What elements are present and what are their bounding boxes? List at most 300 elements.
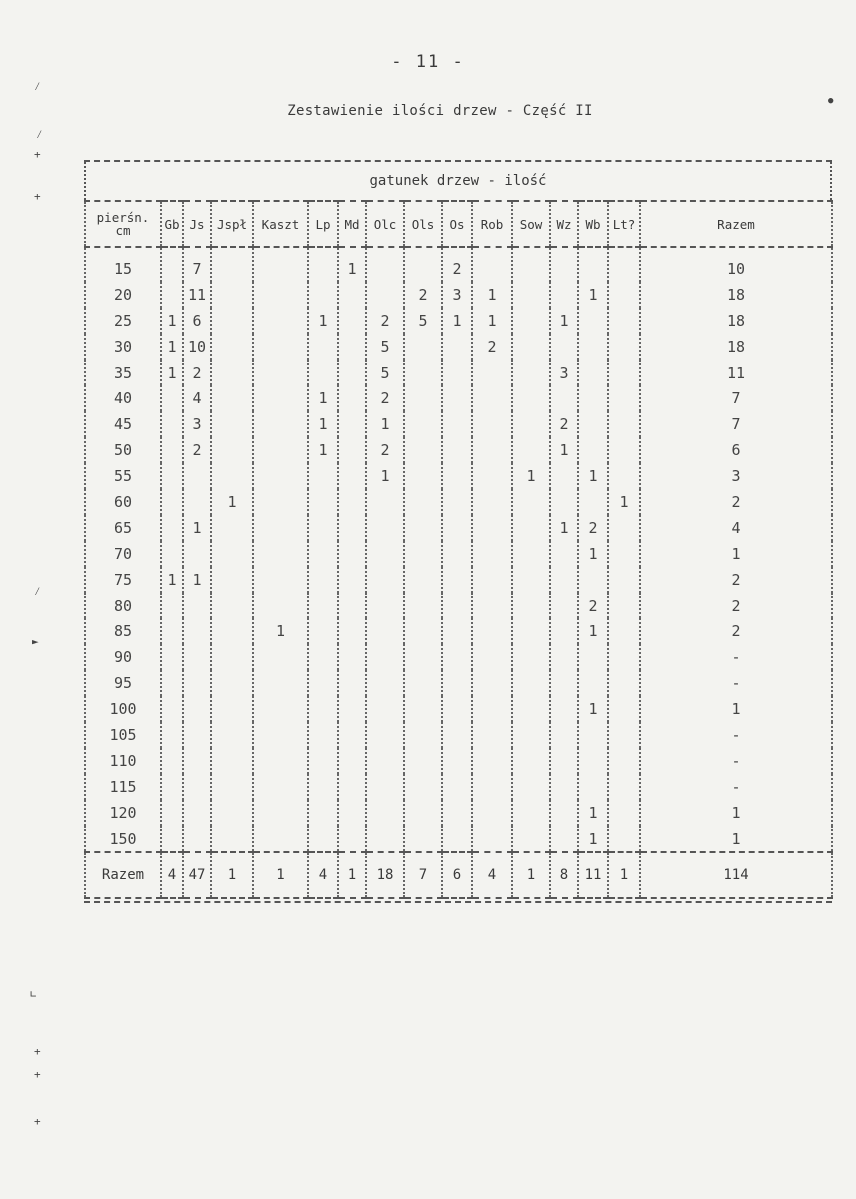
count-cell: 1: [183, 515, 211, 541]
count-cell: [308, 618, 338, 644]
count-cell: [472, 670, 512, 696]
count-cell: [253, 385, 308, 411]
count-cell: 2: [404, 282, 442, 308]
count-cell: [404, 800, 442, 826]
count-cell: 11: [183, 282, 211, 308]
row-total-cell: 3: [640, 463, 832, 489]
count-cell: [578, 411, 608, 437]
count-cell: [211, 411, 253, 437]
count-cell: [308, 696, 338, 722]
count-cell: [472, 800, 512, 826]
table-row: [85, 774, 832, 800]
table-row: [85, 567, 832, 593]
margin-mark: ⁄: [34, 585, 41, 598]
count-cell: [512, 722, 550, 748]
count-cell: [308, 282, 338, 308]
column-header: Wz: [550, 201, 578, 247]
count-cell: [404, 247, 442, 282]
count-cell: [253, 800, 308, 826]
count-cell: [472, 593, 512, 619]
diameter-cell: 30: [85, 334, 161, 360]
column-header: pierśn. cm: [85, 201, 161, 247]
count-cell: [512, 826, 550, 853]
count-cell: [161, 385, 183, 411]
count-cell: [366, 515, 404, 541]
count-cell: 4: [183, 385, 211, 411]
count-cell: [161, 644, 183, 670]
count-cell: [366, 567, 404, 593]
count-cell: 1: [161, 308, 183, 334]
count-cell: [211, 247, 253, 282]
count-cell: [578, 774, 608, 800]
count-cell: [253, 748, 308, 774]
count-cell: [183, 463, 211, 489]
count-cell: 7: [183, 247, 211, 282]
count-cell: 3: [550, 360, 578, 386]
column-header: Lp: [308, 201, 338, 247]
count-cell: [608, 437, 640, 463]
table-row: [85, 644, 832, 670]
count-cell: [442, 489, 472, 515]
diameter-cell: 25: [85, 308, 161, 334]
table-row: [85, 515, 832, 541]
row-total-cell: 18: [640, 282, 832, 308]
column-header: Md: [338, 201, 366, 247]
column-header: Wb: [578, 201, 608, 247]
row-total-cell: 2: [640, 618, 832, 644]
count-cell: [608, 644, 640, 670]
count-cell: [550, 826, 578, 853]
count-cell: [550, 489, 578, 515]
column-total-cell: 7: [404, 852, 442, 898]
count-cell: [366, 748, 404, 774]
margin-mark: +: [34, 148, 41, 161]
row-total-cell: 1: [640, 541, 832, 567]
count-cell: [512, 541, 550, 567]
count-cell: [211, 748, 253, 774]
count-cell: [338, 774, 366, 800]
count-cell: [512, 360, 550, 386]
count-cell: [608, 463, 640, 489]
diameter-cell: 100: [85, 696, 161, 722]
count-cell: 2: [183, 360, 211, 386]
diameter-cell: 70: [85, 541, 161, 567]
count-cell: [550, 567, 578, 593]
count-cell: [578, 567, 608, 593]
count-cell: [404, 826, 442, 853]
count-cell: [183, 800, 211, 826]
table-row: [85, 670, 832, 696]
count-cell: [608, 334, 640, 360]
count-cell: [253, 334, 308, 360]
count-cell: [442, 541, 472, 567]
count-cell: [308, 722, 338, 748]
count-cell: [308, 774, 338, 800]
count-cell: [161, 282, 183, 308]
count-cell: [578, 308, 608, 334]
grand-total-cell: 114: [640, 852, 832, 898]
count-cell: [442, 618, 472, 644]
count-cell: [512, 748, 550, 774]
row-total-cell: -: [640, 774, 832, 800]
count-cell: [366, 722, 404, 748]
count-cell: [550, 593, 578, 619]
margin-mark: +: [34, 1068, 41, 1081]
count-cell: [512, 282, 550, 308]
count-cell: [253, 541, 308, 567]
column-total-cell: 1: [512, 852, 550, 898]
count-cell: [472, 567, 512, 593]
count-cell: [578, 644, 608, 670]
count-cell: [550, 748, 578, 774]
row-total-cell: 18: [640, 334, 832, 360]
table-row: [85, 541, 832, 567]
count-cell: [472, 618, 512, 644]
count-cell: [472, 385, 512, 411]
margin-mark: +: [34, 190, 41, 203]
count-cell: [211, 644, 253, 670]
count-cell: [161, 411, 183, 437]
count-cell: [472, 774, 512, 800]
count-cell: 1: [366, 463, 404, 489]
count-cell: [308, 360, 338, 386]
count-cell: [161, 463, 183, 489]
count-cell: [608, 247, 640, 282]
count-cell: [366, 696, 404, 722]
count-cell: [608, 360, 640, 386]
count-cell: [211, 567, 253, 593]
count-cell: [442, 360, 472, 386]
count-cell: 2: [366, 308, 404, 334]
count-cell: [512, 618, 550, 644]
count-cell: [404, 489, 442, 515]
document-title: Zestawienie ilości drzew - Część II: [287, 103, 593, 119]
count-cell: [211, 774, 253, 800]
count-cell: [442, 722, 472, 748]
count-cell: [338, 826, 366, 853]
count-cell: [404, 593, 442, 619]
count-cell: [404, 774, 442, 800]
diameter-cell: 95: [85, 670, 161, 696]
count-cell: [550, 334, 578, 360]
count-cell: 1: [578, 463, 608, 489]
count-cell: 1: [442, 308, 472, 334]
diameter-cell: 60: [85, 489, 161, 515]
diameter-cell: 50: [85, 437, 161, 463]
count-cell: 2: [366, 385, 404, 411]
row-total-cell: 7: [640, 411, 832, 437]
row-total-cell: 2: [640, 567, 832, 593]
column-total-cell: 47: [183, 852, 211, 898]
count-cell: [578, 748, 608, 774]
count-cell: [253, 515, 308, 541]
count-cell: [338, 437, 366, 463]
count-cell: 1: [161, 334, 183, 360]
count-cell: [366, 644, 404, 670]
table-row: [85, 282, 832, 308]
margin-mark: +: [34, 1045, 41, 1058]
row-total-cell: 7: [640, 385, 832, 411]
count-cell: [308, 800, 338, 826]
count-cell: [161, 748, 183, 774]
column-header: Rob: [472, 201, 512, 247]
count-cell: 2: [366, 437, 404, 463]
count-cell: 10: [183, 334, 211, 360]
count-cell: 6: [183, 308, 211, 334]
diameter-cell: 85: [85, 618, 161, 644]
count-cell: [442, 334, 472, 360]
count-cell: [512, 696, 550, 722]
count-cell: [404, 644, 442, 670]
count-cell: [161, 541, 183, 567]
count-cell: [183, 541, 211, 567]
table-row: [85, 463, 832, 489]
count-cell: [472, 247, 512, 282]
count-cell: [550, 385, 578, 411]
count-cell: [472, 722, 512, 748]
count-cell: [308, 541, 338, 567]
count-cell: [183, 696, 211, 722]
column-header-row: [85, 201, 832, 247]
count-cell: 1: [578, 282, 608, 308]
count-cell: 5: [366, 360, 404, 386]
table-row: [85, 748, 832, 774]
table-row: [85, 411, 832, 437]
count-cell: 1: [472, 308, 512, 334]
count-cell: [404, 437, 442, 463]
count-cell: [512, 385, 550, 411]
count-cell: [308, 593, 338, 619]
margin-mark: ►: [32, 635, 39, 648]
count-cell: [472, 411, 512, 437]
count-cell: [366, 618, 404, 644]
count-cell: [550, 463, 578, 489]
count-cell: [550, 670, 578, 696]
count-cell: [308, 567, 338, 593]
count-cell: [442, 515, 472, 541]
count-cell: [338, 334, 366, 360]
column-header: Kaszt: [253, 201, 308, 247]
count-cell: 1: [161, 567, 183, 593]
table-body: [85, 247, 832, 852]
count-cell: [404, 670, 442, 696]
count-cell: [253, 670, 308, 696]
bottom-rule: [84, 901, 832, 903]
count-cell: [550, 696, 578, 722]
species-table: [84, 200, 833, 899]
count-cell: [338, 800, 366, 826]
count-cell: [608, 722, 640, 748]
count-cell: [472, 437, 512, 463]
count-cell: [183, 722, 211, 748]
table-row: [85, 247, 832, 282]
count-cell: [211, 826, 253, 853]
column-header: Razem: [640, 201, 832, 247]
count-cell: [211, 541, 253, 567]
count-cell: [253, 696, 308, 722]
count-cell: 1: [550, 308, 578, 334]
count-cell: [550, 618, 578, 644]
row-total-cell: -: [640, 748, 832, 774]
table-row: [85, 308, 832, 334]
count-cell: [161, 247, 183, 282]
count-cell: [366, 670, 404, 696]
count-cell: [608, 593, 640, 619]
count-cell: [442, 644, 472, 670]
count-cell: [366, 593, 404, 619]
diameter-cell: 20: [85, 282, 161, 308]
table-row: [85, 385, 832, 411]
count-cell: [472, 463, 512, 489]
count-cell: [183, 826, 211, 853]
count-cell: [578, 489, 608, 515]
count-cell: [161, 722, 183, 748]
count-cell: 3: [442, 282, 472, 308]
diameter-cell: 150: [85, 826, 161, 853]
count-cell: [404, 567, 442, 593]
column-header: Lt?: [608, 201, 640, 247]
diameter-cell: 115: [85, 774, 161, 800]
count-cell: 1: [578, 541, 608, 567]
count-cell: [608, 800, 640, 826]
count-cell: [550, 247, 578, 282]
count-cell: [512, 644, 550, 670]
count-cell: [183, 593, 211, 619]
count-cell: [338, 593, 366, 619]
count-cell: 1: [578, 826, 608, 853]
table-row: [85, 489, 832, 515]
count-cell: [253, 308, 308, 334]
count-cell: [366, 541, 404, 567]
count-cell: [211, 670, 253, 696]
count-cell: [211, 618, 253, 644]
count-cell: [404, 722, 442, 748]
count-cell: [211, 722, 253, 748]
count-cell: [550, 800, 578, 826]
table-row: [85, 696, 832, 722]
count-cell: [366, 282, 404, 308]
count-cell: [442, 385, 472, 411]
count-cell: [512, 800, 550, 826]
count-cell: [161, 670, 183, 696]
count-cell: [338, 696, 366, 722]
count-cell: [308, 748, 338, 774]
count-cell: [512, 334, 550, 360]
count-cell: [338, 644, 366, 670]
count-cell: [512, 593, 550, 619]
count-cell: [608, 385, 640, 411]
count-cell: [211, 800, 253, 826]
count-cell: [512, 515, 550, 541]
column-total-cell: 1: [211, 852, 253, 898]
count-cell: [253, 360, 308, 386]
count-cell: [338, 489, 366, 515]
count-cell: [366, 826, 404, 853]
count-cell: [161, 774, 183, 800]
count-cell: [578, 247, 608, 282]
row-total-cell: 1: [640, 800, 832, 826]
count-cell: 1: [308, 411, 338, 437]
column-header: Jspł: [211, 201, 253, 247]
count-cell: [211, 593, 253, 619]
count-cell: [211, 282, 253, 308]
count-cell: 1: [183, 567, 211, 593]
count-cell: [472, 696, 512, 722]
count-cell: [608, 308, 640, 334]
diameter-cell: 40: [85, 385, 161, 411]
row-total-cell: 10: [640, 247, 832, 282]
count-cell: [161, 618, 183, 644]
count-cell: [578, 385, 608, 411]
count-cell: [442, 670, 472, 696]
diameter-cell: 105: [85, 722, 161, 748]
count-cell: [608, 411, 640, 437]
count-cell: [338, 541, 366, 567]
count-cell: [253, 644, 308, 670]
count-cell: 1: [512, 463, 550, 489]
count-cell: [338, 515, 366, 541]
table-row: [85, 722, 832, 748]
count-cell: [211, 360, 253, 386]
column-header: Os: [442, 201, 472, 247]
count-cell: 1: [308, 385, 338, 411]
margin-mark: ∟: [30, 988, 37, 1001]
row-total-cell: -: [640, 670, 832, 696]
column-header: Sow: [512, 201, 550, 247]
diameter-cell: 35: [85, 360, 161, 386]
count-cell: [608, 567, 640, 593]
count-cell: [366, 774, 404, 800]
count-cell: [253, 247, 308, 282]
count-cell: [308, 515, 338, 541]
column-total-cell: 4: [161, 852, 183, 898]
count-cell: [472, 515, 512, 541]
count-cell: 2: [442, 247, 472, 282]
row-total-cell: -: [640, 644, 832, 670]
count-cell: [253, 593, 308, 619]
count-cell: [512, 489, 550, 515]
table-row: [85, 618, 832, 644]
count-cell: [608, 618, 640, 644]
count-cell: [183, 644, 211, 670]
count-cell: [338, 567, 366, 593]
count-cell: 2: [550, 411, 578, 437]
count-cell: [308, 670, 338, 696]
tree-count-table: [84, 160, 832, 903]
count-cell: [442, 696, 472, 722]
count-cell: [472, 826, 512, 853]
count-cell: [183, 774, 211, 800]
count-cell: [211, 334, 253, 360]
column-total-cell: 8: [550, 852, 578, 898]
count-cell: [404, 696, 442, 722]
count-cell: 1: [308, 308, 338, 334]
count-cell: [308, 463, 338, 489]
table-row: [85, 800, 832, 826]
count-cell: [338, 748, 366, 774]
column-header: Ols: [404, 201, 442, 247]
count-cell: [308, 247, 338, 282]
count-cell: [211, 515, 253, 541]
count-cell: [608, 826, 640, 853]
count-cell: [338, 618, 366, 644]
row-total-cell: 18: [640, 308, 832, 334]
count-cell: 1: [253, 618, 308, 644]
count-cell: [161, 593, 183, 619]
count-cell: [404, 411, 442, 437]
count-cell: [183, 489, 211, 515]
count-cell: [404, 385, 442, 411]
